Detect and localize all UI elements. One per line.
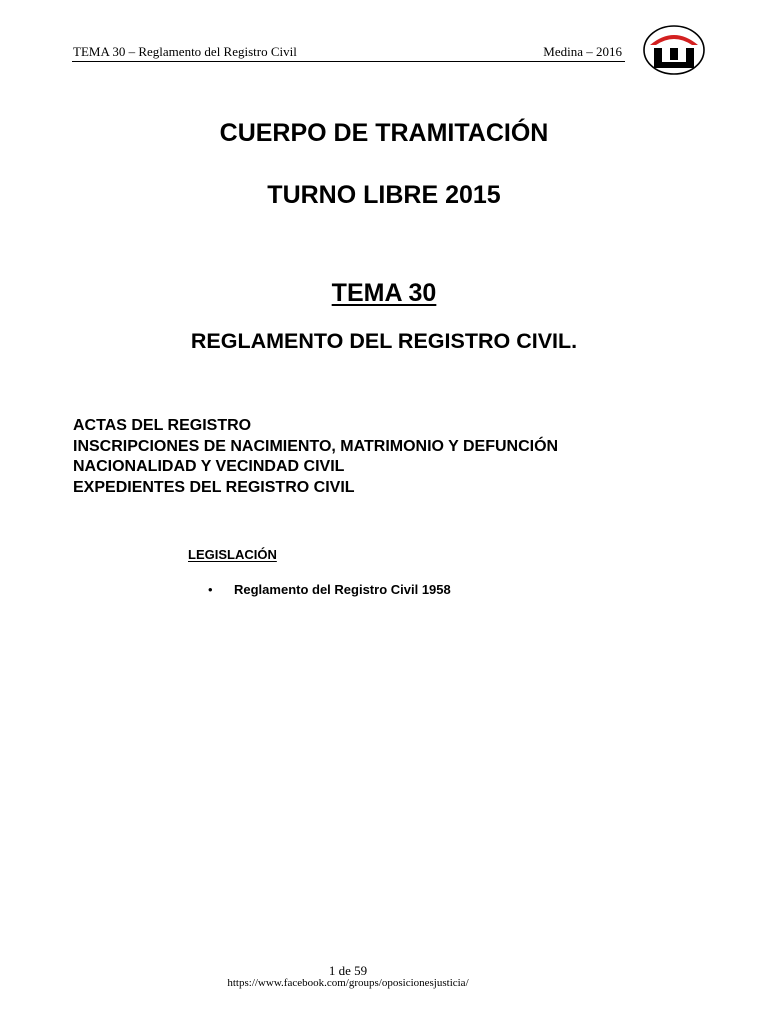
legislation-item <box>208 582 451 598</box>
tema-number: TEMA 30 <box>331 279 437 307</box>
topic-item: NACIONALIDAD Y VECINDAD CIVIL <box>73 458 345 475</box>
topic-item: INSCRIPCIONES DE NACIMIENTO, MATRIMONIO Y DEFUNCIÓN <box>73 437 559 455</box>
legislation-heading: LEGISLACIÓN <box>188 547 277 562</box>
topic-item: ACTAS DEL REGISTRO <box>73 417 252 434</box>
bullet-icon: • <box>208 582 213 597</box>
header-author-year: Medina – 2016 <box>543 44 622 59</box>
institution-logo-icon <box>641 20 707 76</box>
footer-url: https://www.facebook.com/groups/oposicionesjusticia/ <box>227 977 469 989</box>
tema-subject: REGLAMENTO DEL REGISTRO CIVIL. <box>190 329 578 353</box>
document-title-line1: CUERPO DE TRAMITACIÓN <box>219 119 549 147</box>
page-number: 1 de 59 <box>328 963 368 978</box>
header-document-title: TEMA 30 – Reglamento del Registro Civil <box>73 44 297 59</box>
legislation-item-label: Reglamento del Registro Civil 1958 <box>234 582 451 597</box>
topic-list <box>73 416 558 498</box>
document-title-line2: TURNO LIBRE 2015 <box>267 181 501 209</box>
legislation-list <box>208 582 451 598</box>
topic-item: EXPEDIENTES DEL REGISTRO CIVIL <box>73 478 355 496</box>
header-rule <box>72 61 625 62</box>
